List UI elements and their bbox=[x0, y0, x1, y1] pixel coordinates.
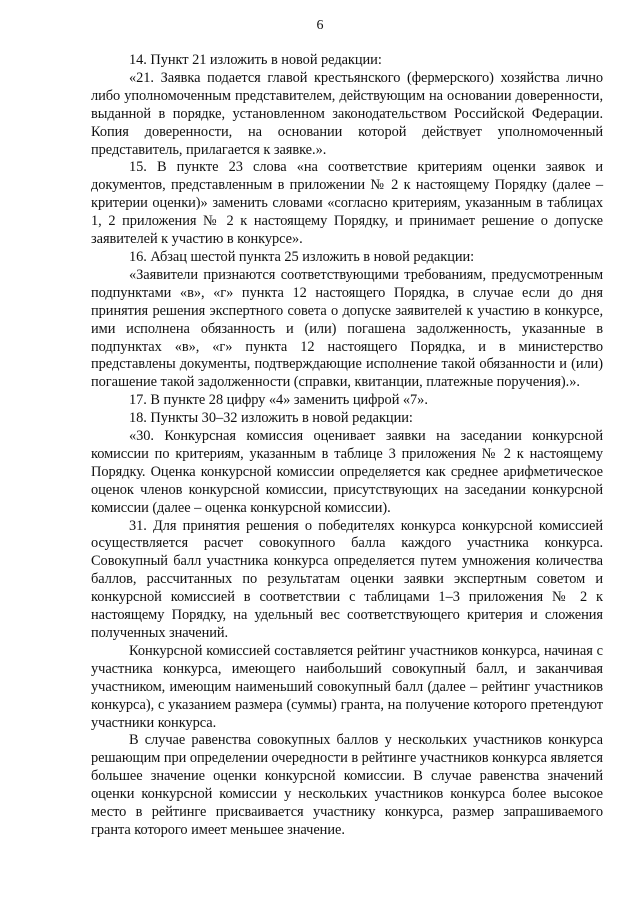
paragraph-clause-30: «30. Конкурсная комиссия оценивает заявки на заседании конкурсной комиссии по критериям, указанным в таблице 3 приложения № 2 к настоящему Порядку. Оценка конкурсной комиссии определяется как среднее арифметическое оценок членов конкурсной комиссии, присутствующих на заседании конкурсной комиссии (далее – оценка конкурсной комиссии). bbox=[91, 428, 603, 516]
paragraph-item-14: 14. Пункт 21 изложить в новой редакции: bbox=[129, 52, 382, 68]
paragraph-clause-25-text: «Заявители признаются соответствующими требованиям, предусмотренным подпунктами «в», «г» пункта 12 настоящего Порядка, в случае если до дня принятия решения экспертного совета о допуске заявителей к участию в конкурсе, ими исполнена обязанность и (или) погашена задолженность, указанные в подпунктах «в», «г» пункта 12 настоящего Порядка, и в министерство представлены документы, подтверждающие исполнение такой обязанности и (или) погашение такой задолженности (справки, квитанции, платежные поручения).». bbox=[91, 266, 603, 391]
paragraph-item-17: 17. В пункте 28 цифру «4» заменить цифрой «7». bbox=[129, 392, 428, 409]
paragraph-tie-break: В случае равенства совокупных баллов у нескольких участников конкурса решающим при определении очередности в рейтинге участников конкурса является большее значение оценки конкурсной комиссии. В случае равенства значений оценки конкурсной комиссии у нескольких участников конкурса более высокое место в рейтинге присваивается участнику конкурса, размер запрашиваемого гранта которого имеет меньшее значение. bbox=[91, 732, 603, 838]
paragraph-item-16: 16. Абзац шестой пункта 25 изложить в новой редакции: bbox=[129, 248, 475, 265]
paragraph-rating: Конкурсной комиссией составляется рейтинг участников конкурса, начиная с участника конкурса, имеющего наибольший совокупный балл, и заканчивая участником, имеющим наименьший совокупный балл (далее – рейтинг участников конкурса), с указанием размера (суммы) гранта, на получение которого претендуют участники конкурса. bbox=[91, 642, 603, 731]
paragraph-clause-21: «21. Заявка подается главой крестьянского (фермерского) хозяйства лично либо уполномоченным представителем, действующим на основании доверенности, выданной в порядке, установленном законодательством Российской Федерации. Копия доверенности, на основании которой действует уполномоченный представитель, прилагается к заявке.». bbox=[91, 69, 603, 158]
paragraph-clause-31: 31. Для принятия решения о победителях конкурса конкурсной комиссией осуществляется расчет совокупного балла каждого участника конкурса. Совокупный балл участника конкурса определяется путем умножения количества баллов, рассчитанных по результатам оценки заявки экспертным советом и конкурсной комиссией в соответствии с таблицами 1–3 приложения № 2 к настоящему Порядку, на удельный вес соответствующего критерия и сложения полученных значений. bbox=[91, 517, 603, 641]
paragraph-item-18: 18. Пункты 30–32 изложить в новой редакции: bbox=[129, 410, 413, 427]
document-body bbox=[91, 52, 603, 840]
page-number: 6 bbox=[316, 18, 324, 33]
paragraph-item-15: 15. В пункте 23 слова «на соответствие критериям оценки заявок и документов, представленным в приложении № 2 к настоящему Порядку (далее – критерии оценки)» заменить словами «согласно критериям, указанным в таблицах 1, 2 приложения № 2 к настоящему Порядку, и принимает решение о допуске заявителей к участию в конкурсе». bbox=[91, 159, 603, 248]
